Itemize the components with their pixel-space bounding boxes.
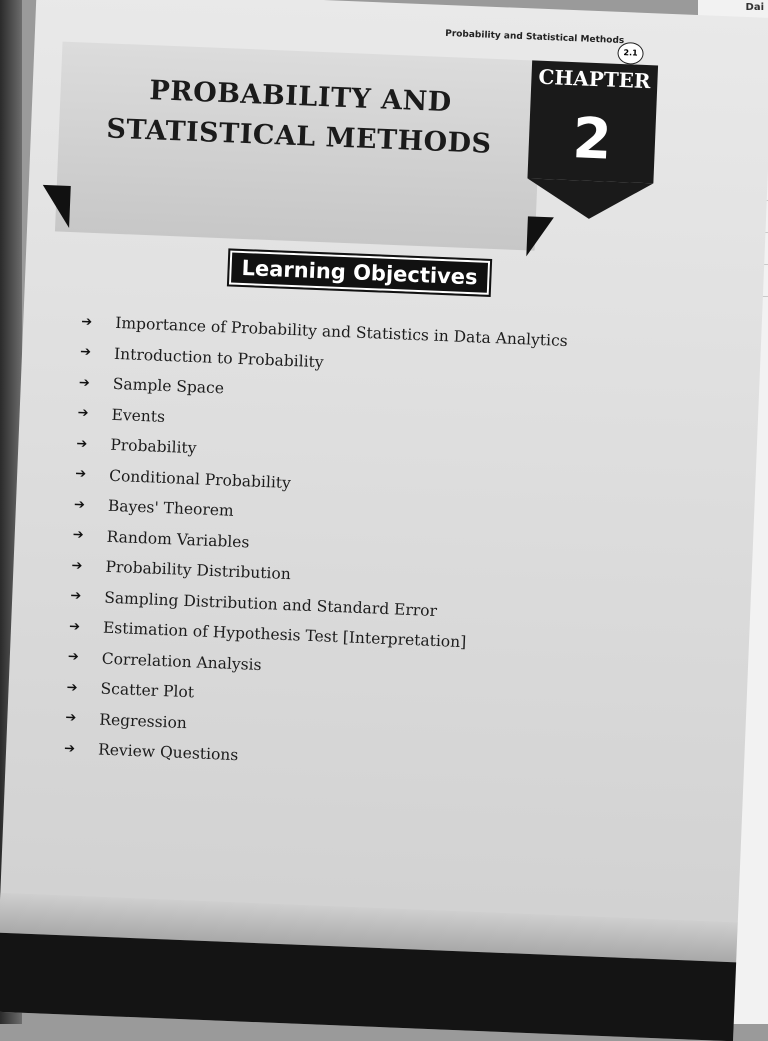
objective-text: Estimation of Hypothesis Test [Interpretation] (102, 618, 467, 652)
banner-fold-right (526, 216, 554, 257)
chapter-badge-point (526, 178, 653, 221)
learning-objectives-list (64, 307, 569, 784)
objective-text: Bayes' Theorem (107, 497, 235, 521)
arrow-bullet-icon: ➔ (72, 527, 84, 544)
objective-text: Sample Space (112, 375, 225, 398)
arrow-bullet-icon: ➔ (68, 619, 81, 635)
objective-text: Probability (110, 436, 197, 458)
chapter-title-line1: PROBABILITY AND (148, 75, 453, 119)
objective-text: Conditional Probability (108, 466, 292, 492)
objective-text: Importance of Probability and Statistics in Data Analytics (114, 314, 568, 351)
arrow-bullet-icon: ➔ (67, 649, 80, 665)
objective-text: Sampling Distribution and Standard Error (103, 588, 438, 620)
page-number: 2.1 (617, 42, 644, 65)
objective-text: Random Variables (106, 527, 250, 552)
objective-text: Events (111, 405, 166, 426)
running-head: Probability and Statistical Methods (444, 28, 625, 47)
chapter-label: CHAPTER (537, 64, 651, 94)
objective-text: Introduction to Probability (113, 344, 324, 372)
arrow-bullet-icon: ➔ (65, 710, 77, 726)
banner-fold-left (41, 185, 71, 228)
chapter-title (88, 69, 511, 166)
chapter-number: 2 (571, 106, 613, 173)
arrow-bullet-icon: ➔ (70, 588, 82, 605)
objective-text: Review Questions (97, 740, 239, 765)
arrow-bullet-icon: ➔ (77, 405, 89, 422)
objective-text: Scatter Plot (100, 679, 195, 702)
chapter-title-line2: STATISTICAL METHODS (105, 113, 493, 160)
arrow-bullet-icon: ➔ (74, 466, 87, 483)
arrow-bullet-icon: ➔ (76, 436, 88, 452)
arrow-bullet-icon: ➔ (81, 314, 93, 330)
objective-text: Regression (99, 710, 188, 732)
objective-text: Correlation Analysis (101, 649, 262, 674)
arrow-bullet-icon: ➔ (79, 344, 92, 361)
arrow-bullet-icon: ➔ (66, 680, 78, 696)
arrow-bullet-icon: ➔ (78, 375, 91, 391)
objective-text: Probability Distribution (105, 557, 292, 584)
adjacent-page-text: Dai (745, 2, 764, 13)
arrow-bullet-icon: ➔ (73, 497, 86, 513)
arrow-bullet-icon: ➔ (63, 740, 76, 757)
learning-objectives-heading: Learning Objectives (229, 250, 490, 294)
arrow-bullet-icon: ➔ (71, 558, 83, 574)
